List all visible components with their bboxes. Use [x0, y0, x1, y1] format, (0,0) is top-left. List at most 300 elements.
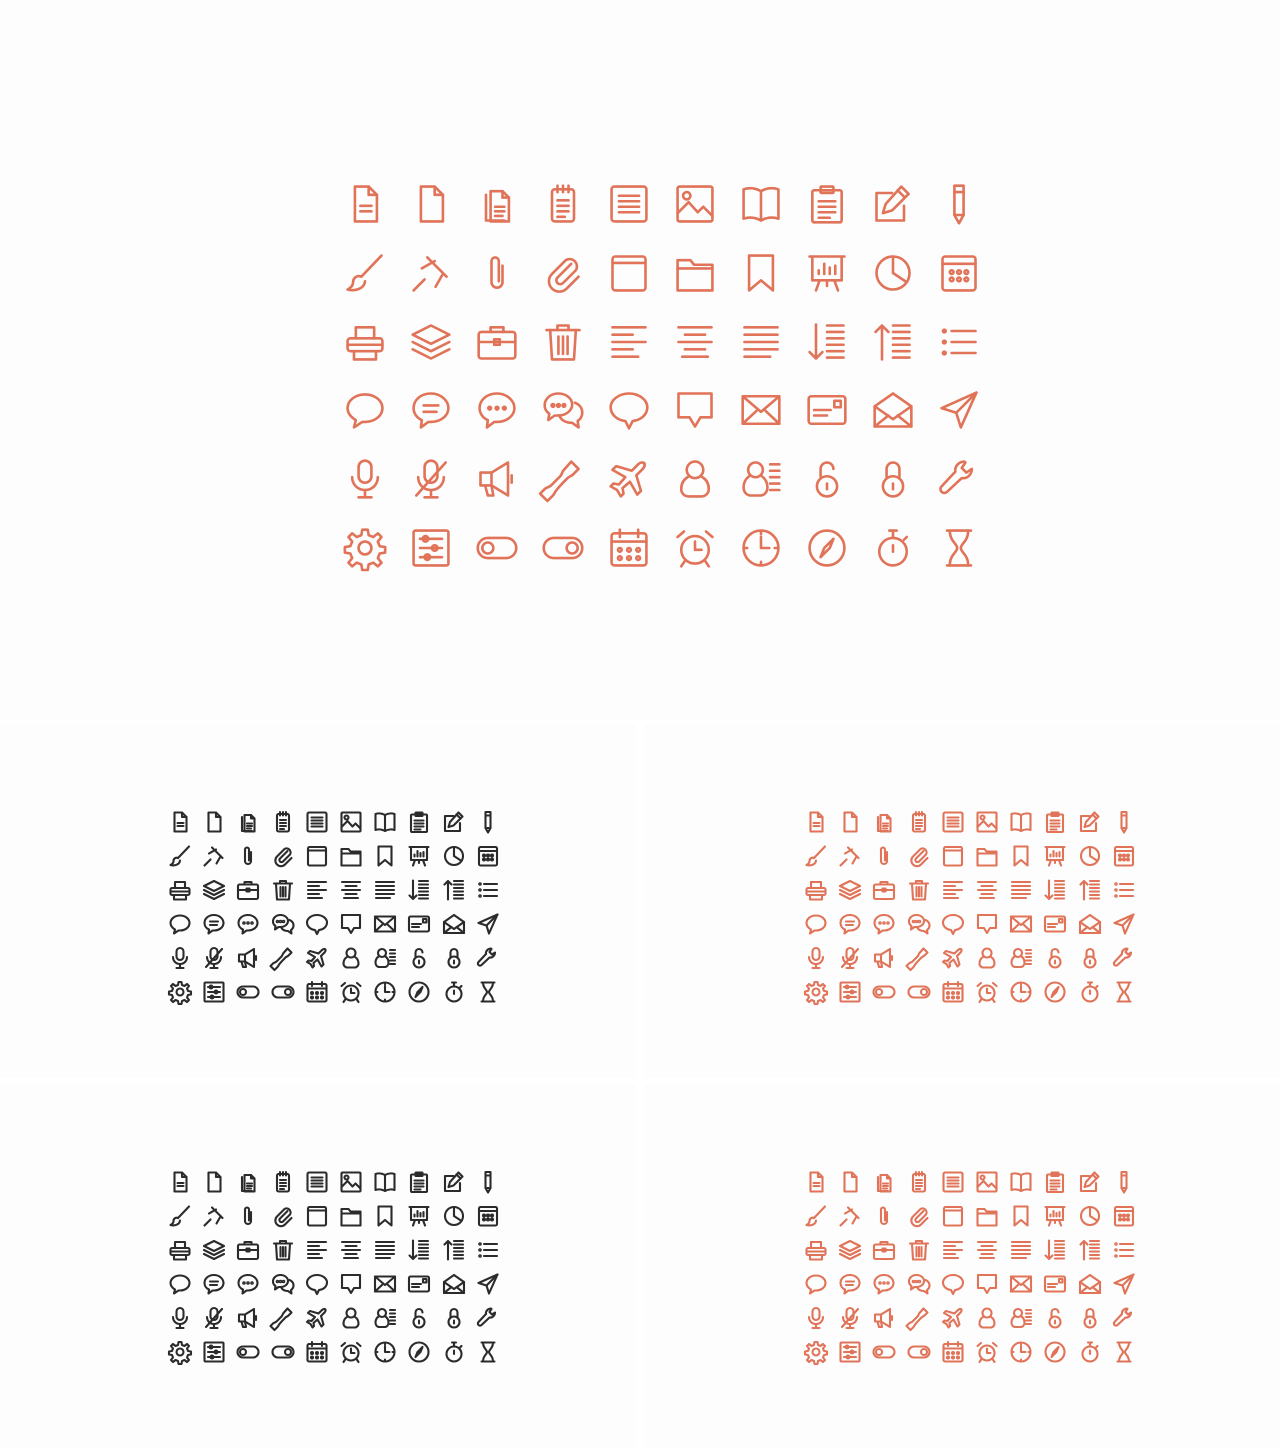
- icon-cell: [437, 975, 471, 1009]
- icon-cell: [300, 1335, 334, 1369]
- icon-cell: [833, 805, 867, 839]
- pie-chart-icon: [1078, 1204, 1102, 1228]
- trash-icon: [541, 320, 585, 364]
- bookmark-icon: [739, 251, 783, 295]
- icon-cell: [794, 170, 860, 239]
- icon-cell: [471, 839, 505, 873]
- compass-icon: [805, 526, 849, 570]
- sort-descending-icon: [407, 1238, 431, 1262]
- calendar-icon: [305, 1340, 329, 1364]
- document-icon: [168, 1170, 192, 1194]
- compass-icon: [407, 980, 431, 1004]
- icon-cell: [231, 941, 265, 975]
- icon-cell: [902, 1335, 936, 1369]
- pushpin-icon: [409, 251, 453, 295]
- icon-cell: [936, 1267, 970, 1301]
- icon-cell: [197, 1165, 231, 1199]
- icon-cell: [368, 975, 402, 1009]
- icon-cell: [471, 941, 505, 975]
- icon-cell: [163, 1301, 197, 1335]
- icon-cell: [300, 805, 334, 839]
- paperclip-icon: [236, 844, 260, 868]
- icon-cell: [334, 1301, 368, 1335]
- icon-cell: [197, 975, 231, 1009]
- calendar-icon: [941, 1340, 965, 1364]
- icon-cell: [402, 1165, 436, 1199]
- icon-cell: [266, 975, 300, 1009]
- bubble-round-icon: [305, 912, 329, 936]
- icon-cell: [437, 1267, 471, 1301]
- unlocked-icon: [1043, 946, 1067, 970]
- icon-cell: [1038, 907, 1072, 941]
- compass-icon: [1043, 1340, 1067, 1364]
- conversation-icon: [907, 1272, 931, 1296]
- paperclip-icon: [872, 1204, 896, 1228]
- align-justify-icon: [373, 878, 397, 902]
- megaphone-icon: [872, 1306, 896, 1330]
- locked-icon: [442, 1306, 466, 1330]
- icon-cell: [799, 1233, 833, 1267]
- icon-cell: [728, 376, 794, 445]
- calculator-icon: [1112, 1204, 1136, 1228]
- briefcase-icon: [872, 878, 896, 902]
- icon-cell: [402, 805, 436, 839]
- align-left-icon: [941, 1238, 965, 1262]
- icon-cell: [833, 1267, 867, 1301]
- icon-cell: [163, 1233, 197, 1267]
- list-icon: [937, 320, 981, 364]
- icon-cell: [596, 376, 662, 445]
- icon-cell: [332, 376, 398, 445]
- icon-cell: [197, 907, 231, 941]
- speech-bubble-icon: [804, 1272, 828, 1296]
- user-icon: [975, 1306, 999, 1330]
- icon-cell: [1073, 1301, 1107, 1335]
- pushpin-icon: [202, 844, 226, 868]
- folder-icon: [339, 844, 363, 868]
- edit-icon: [442, 1170, 466, 1194]
- icon-cell: [1004, 1267, 1038, 1301]
- microphone-muted-icon: [202, 946, 226, 970]
- chat-text-icon: [838, 912, 862, 936]
- text-document-icon: [305, 1170, 329, 1194]
- icon-cell: [163, 907, 197, 941]
- icon-cell: [398, 170, 464, 239]
- icon-cell: [1038, 975, 1072, 1009]
- phone-icon: [271, 946, 295, 970]
- open-envelope-icon: [1078, 1272, 1102, 1296]
- icon-cell: [266, 1301, 300, 1335]
- user-list-icon: [739, 457, 783, 501]
- copy-documents-icon: [236, 810, 260, 834]
- window-icon: [941, 1204, 965, 1228]
- align-center-icon: [975, 1238, 999, 1262]
- bubble-square-icon: [339, 1272, 363, 1296]
- icon-cell: [1038, 941, 1072, 975]
- icon-cell: [402, 873, 436, 907]
- icon-cell: [970, 907, 1004, 941]
- wrench-icon: [476, 946, 500, 970]
- pie-chart-icon: [871, 251, 915, 295]
- open-book-icon: [373, 1170, 397, 1194]
- icon-cell: [799, 839, 833, 873]
- open-book-icon: [373, 810, 397, 834]
- toggle-off-icon: [236, 980, 260, 1004]
- brush-icon: [804, 844, 828, 868]
- send-icon: [1112, 1272, 1136, 1296]
- trash-icon: [271, 1238, 295, 1262]
- icon-cell: [332, 445, 398, 514]
- icon-cell: [231, 1199, 265, 1233]
- icon-cell: [728, 239, 794, 308]
- icon-cell: [902, 975, 936, 1009]
- sort-ascending-icon: [871, 320, 915, 364]
- icon-cell: [936, 1199, 970, 1233]
- icon-cell: [368, 1233, 402, 1267]
- list-icon: [476, 1238, 500, 1262]
- icon-cell: [936, 805, 970, 839]
- icon-cell: [970, 1301, 1004, 1335]
- image-icon: [339, 1170, 363, 1194]
- icon-cell: [799, 1301, 833, 1335]
- icon-cell: [596, 239, 662, 308]
- icon-cell: [266, 1233, 300, 1267]
- icon-cell: [300, 1267, 334, 1301]
- icon-cell: [163, 975, 197, 1009]
- paperclip-tilted-icon: [271, 844, 295, 868]
- toggle-on-icon: [907, 980, 931, 1004]
- icon-cell: [163, 839, 197, 873]
- edit-icon: [871, 182, 915, 226]
- wrench-icon: [1112, 1306, 1136, 1330]
- icon-cell: [902, 805, 936, 839]
- calculator-icon: [476, 844, 500, 868]
- icon-cell: [799, 873, 833, 907]
- icon-cell: [1004, 1233, 1038, 1267]
- icon-cell: [437, 1301, 471, 1335]
- blank-page-icon: [838, 810, 862, 834]
- icon-cell: [300, 975, 334, 1009]
- icon-cell: [1004, 805, 1038, 839]
- icon-cell: [1073, 1165, 1107, 1199]
- icon-cell: [970, 839, 1004, 873]
- icon-cell: [197, 1335, 231, 1369]
- icon-cell: [902, 839, 936, 873]
- pencil-icon: [476, 810, 500, 834]
- icon-cell: [970, 1165, 1004, 1199]
- icon-cell: [936, 873, 970, 907]
- layers-icon: [409, 320, 453, 364]
- icon-cell: [471, 873, 505, 907]
- clipboard-icon: [407, 1170, 431, 1194]
- icon-cell: [398, 307, 464, 376]
- blank-page-icon: [202, 1170, 226, 1194]
- align-justify-icon: [1009, 878, 1033, 902]
- text-document-icon: [941, 810, 965, 834]
- icon-cell: [1004, 1165, 1038, 1199]
- icon-cell: [231, 1165, 265, 1199]
- microphone-muted-icon: [409, 457, 453, 501]
- icon-cell: [334, 1199, 368, 1233]
- bubble-square-icon: [339, 912, 363, 936]
- icon-cell: [437, 1199, 471, 1233]
- icon-cell: [231, 975, 265, 1009]
- icon-cell: [926, 307, 992, 376]
- icon-cell: [334, 1233, 368, 1267]
- notepad-icon: [541, 182, 585, 226]
- icon-cell: [368, 1165, 402, 1199]
- copy-documents-icon: [872, 1170, 896, 1194]
- icon-cell: [1107, 1301, 1141, 1335]
- icon-cell: [902, 1233, 936, 1267]
- chat-text-icon: [409, 388, 453, 432]
- pushpin-icon: [838, 844, 862, 868]
- icon-cell: [398, 376, 464, 445]
- microphone-muted-icon: [838, 1306, 862, 1330]
- icon-cell: [799, 805, 833, 839]
- copy-documents-icon: [872, 810, 896, 834]
- sliders-icon: [838, 980, 862, 1004]
- icon-cell: [266, 907, 300, 941]
- icon-cell: [163, 1199, 197, 1233]
- user-icon: [673, 457, 717, 501]
- document-icon: [804, 1170, 828, 1194]
- presentation-icon: [1043, 844, 1067, 868]
- icon-cell: [596, 170, 662, 239]
- stopwatch-icon: [442, 980, 466, 1004]
- icon-cell: [860, 170, 926, 239]
- icon-cell: [197, 1301, 231, 1335]
- icon-cell: [197, 839, 231, 873]
- sliders-icon: [202, 1340, 226, 1364]
- icon-cell: [1107, 1233, 1141, 1267]
- icon-cell: [1004, 1199, 1038, 1233]
- icon-cell: [662, 239, 728, 308]
- calendar-icon: [941, 980, 965, 1004]
- wrench-icon: [937, 457, 981, 501]
- icon-cell: [402, 839, 436, 873]
- icon-cell: [936, 1335, 970, 1369]
- icon-cell: [266, 1267, 300, 1301]
- icon-cell: [970, 1267, 1004, 1301]
- icon-cell: [332, 307, 398, 376]
- icon-cell: [464, 239, 530, 308]
- sliders-icon: [409, 526, 453, 570]
- align-justify-icon: [1009, 1238, 1033, 1262]
- icon-cell: [231, 839, 265, 873]
- clipboard-icon: [407, 810, 431, 834]
- airplane-icon: [941, 1306, 965, 1330]
- icon-cell: [833, 907, 867, 941]
- paperclip-icon: [236, 1204, 260, 1228]
- icon-cell: [1038, 805, 1072, 839]
- user-list-icon: [1009, 1306, 1033, 1330]
- icon-cell: [1004, 1335, 1038, 1369]
- phone-icon: [541, 457, 585, 501]
- icon-cell: [970, 805, 1004, 839]
- icon-cell: [936, 1301, 970, 1335]
- window-icon: [941, 844, 965, 868]
- icon-cell: [1107, 907, 1141, 941]
- icon-grid: [163, 805, 505, 1009]
- hourglass-icon: [937, 526, 981, 570]
- icon-cell: [368, 1335, 402, 1369]
- icon-cell: [926, 239, 992, 308]
- icon-cell: [300, 1165, 334, 1199]
- gear-icon: [804, 1340, 828, 1364]
- sort-ascending-icon: [1078, 1238, 1102, 1262]
- notepad-icon: [271, 1170, 295, 1194]
- icon-grid: [799, 1165, 1141, 1369]
- bubble-square-icon: [975, 912, 999, 936]
- edit-icon: [1078, 1170, 1102, 1194]
- icon-cell: [833, 1199, 867, 1233]
- icon-cell: [437, 805, 471, 839]
- icon-cell: [334, 805, 368, 839]
- icon-cell: [300, 1233, 334, 1267]
- icon-cell: [530, 513, 596, 582]
- icon-cell: [1038, 1335, 1072, 1369]
- printer-icon: [168, 1238, 192, 1262]
- icon-cell: [1073, 1199, 1107, 1233]
- list-icon: [1112, 878, 1136, 902]
- icon-cell: [867, 1233, 901, 1267]
- icon-cell: [402, 1199, 436, 1233]
- trash-icon: [271, 878, 295, 902]
- conversation-icon: [907, 912, 931, 936]
- icon-cell: [970, 1199, 1004, 1233]
- toggle-off-icon: [236, 1340, 260, 1364]
- icon-cell: [970, 873, 1004, 907]
- icon-cell: [471, 1267, 505, 1301]
- microphone-icon: [168, 946, 192, 970]
- locked-icon: [871, 457, 915, 501]
- unlocked-icon: [407, 1306, 431, 1330]
- align-left-icon: [305, 1238, 329, 1262]
- icon-cell: [334, 1267, 368, 1301]
- microphone-icon: [804, 946, 828, 970]
- edit-icon: [442, 810, 466, 834]
- icon-cell: [464, 513, 530, 582]
- icon-cell: [1038, 839, 1072, 873]
- icon-cell: [266, 839, 300, 873]
- icon-cell: [398, 513, 464, 582]
- icon-cell: [197, 805, 231, 839]
- icon-cell: [794, 307, 860, 376]
- icon-cell: [662, 376, 728, 445]
- image-icon: [673, 182, 717, 226]
- alarm-clock-icon: [975, 980, 999, 1004]
- icon-cell: [530, 170, 596, 239]
- icon-cell: [833, 1301, 867, 1335]
- icon-cell: [867, 975, 901, 1009]
- sort-descending-icon: [1043, 1238, 1067, 1262]
- send-icon: [937, 388, 981, 432]
- window-icon: [305, 1204, 329, 1228]
- document-icon: [168, 810, 192, 834]
- printer-icon: [343, 320, 387, 364]
- layers-icon: [202, 1238, 226, 1262]
- align-center-icon: [339, 1238, 363, 1262]
- paperclip-tilted-icon: [271, 1204, 295, 1228]
- icon-cell: [1038, 1267, 1072, 1301]
- airplane-icon: [305, 1306, 329, 1330]
- icon-cell: [799, 1335, 833, 1369]
- sort-descending-icon: [805, 320, 849, 364]
- icon-cell: [936, 907, 970, 941]
- wrench-icon: [1112, 946, 1136, 970]
- icon-cell: [530, 307, 596, 376]
- icon-cell: [860, 376, 926, 445]
- icon-cell: [728, 445, 794, 514]
- bubble-round-icon: [305, 1272, 329, 1296]
- align-left-icon: [607, 320, 651, 364]
- icon-cell: [1107, 1267, 1141, 1301]
- id-card-icon: [407, 912, 431, 936]
- icon-cell: [231, 1267, 265, 1301]
- clock-icon: [739, 526, 783, 570]
- wrench-icon: [476, 1306, 500, 1330]
- icon-cell: [368, 907, 402, 941]
- chat-dots-icon: [872, 912, 896, 936]
- user-list-icon: [1009, 946, 1033, 970]
- clock-icon: [373, 1340, 397, 1364]
- microphone-muted-icon: [838, 946, 862, 970]
- icon-cell: [867, 839, 901, 873]
- icon-cell: [799, 941, 833, 975]
- icon-cell: [1038, 1165, 1072, 1199]
- gear-icon: [168, 980, 192, 1004]
- hourglass-icon: [1112, 1340, 1136, 1364]
- icon-cell: [197, 941, 231, 975]
- toggle-on-icon: [271, 980, 295, 1004]
- clipboard-icon: [1043, 810, 1067, 834]
- pencil-icon: [937, 182, 981, 226]
- icon-cell: [833, 1165, 867, 1199]
- sort-ascending-icon: [1078, 878, 1102, 902]
- stopwatch-icon: [442, 1340, 466, 1364]
- envelope-icon: [739, 388, 783, 432]
- icon-cell: [867, 873, 901, 907]
- trash-icon: [907, 1238, 931, 1262]
- icon-cell: [926, 376, 992, 445]
- gear-icon: [343, 526, 387, 570]
- icon-cell: [1073, 941, 1107, 975]
- gear-icon: [168, 1340, 192, 1364]
- toggle-on-icon: [541, 526, 585, 570]
- pie-chart-icon: [442, 844, 466, 868]
- presentation-icon: [407, 844, 431, 868]
- folder-icon: [975, 1204, 999, 1228]
- compass-icon: [1043, 980, 1067, 1004]
- icon-cell: [197, 1267, 231, 1301]
- send-icon: [476, 912, 500, 936]
- unlocked-icon: [1043, 1306, 1067, 1330]
- icon-cell: [368, 941, 402, 975]
- icon-cell: [936, 941, 970, 975]
- toggle-off-icon: [475, 526, 519, 570]
- icon-cell: [300, 1199, 334, 1233]
- printer-icon: [804, 878, 828, 902]
- edit-icon: [1078, 810, 1102, 834]
- copy-documents-icon: [475, 182, 519, 226]
- text-document-icon: [607, 182, 651, 226]
- icon-cell: [334, 839, 368, 873]
- paperclip-tilted-icon: [907, 1204, 931, 1228]
- align-left-icon: [305, 878, 329, 902]
- icon-cell: [662, 445, 728, 514]
- icon-cell: [1073, 1335, 1107, 1369]
